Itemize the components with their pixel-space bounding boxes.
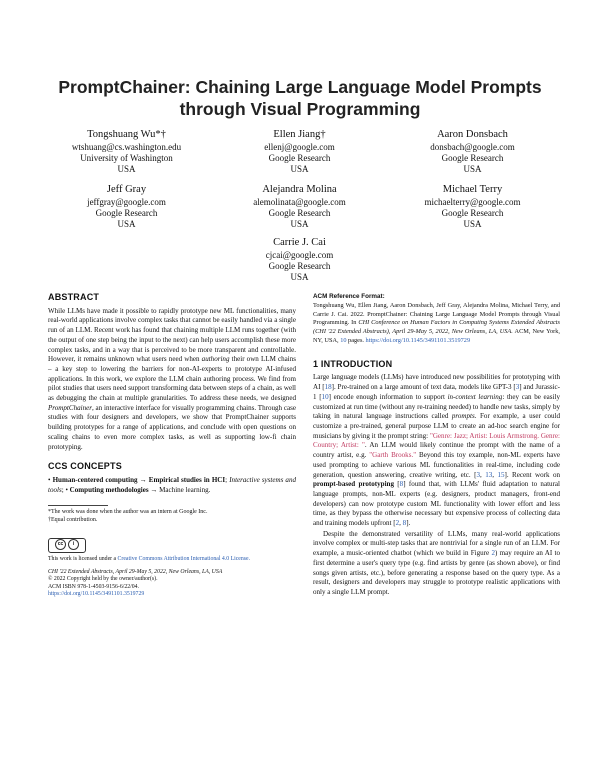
intro-heading: 1 INTRODUCTION [313,358,393,369]
ref-venue: CHI Conference on Human Factors in Computing Systems Extended Abstracts (CHI '22 Extended Abstracts), April 29-May 5, 2022, New Orleans, LA, USA. [313,319,560,336]
author-email: michaelterry@google.com [424,197,521,207]
ref-pages[interactable]: 10 [340,336,347,344]
right-column [313,293,560,598]
intro-text: Despite the demonstrated versatility of LLMs, many real-world applications involve complex or multi-step tasks that are nontrivial for a single run of an LLM. For example, a music-oriented chatbot (which we build in Figure [313,529,560,558]
author-email: ellenj@google.com [264,142,335,152]
author-card [213,236,386,282]
intro-text: ]. [406,519,411,528]
intro-text: Large language models (LLMs) have introduced new possibilities for prototyping with AI [ [313,373,560,392]
ref-text-1: Tongshuang Wu, Ellen Jiang, Aaron Donsbach, Jeff Gray, Alejandra Molina, Michael Terry, and Carrie J. Cai. 2022. PromptChainer: Chaining Large Language Model Prompts through Visual Programming. In [313,301,560,327]
license-text-1: This work is licensed under a [48,556,118,563]
title-line-1: PromptChainer: Chaining Large Language Model Prompts [58,77,542,97]
reference-format-heading: ACM Reference Format: [313,293,385,300]
copyright-line: © 2022 Copyright held by the owner/author(s). [48,576,158,583]
footnote-rule [48,505,108,506]
abstract-text [48,307,296,453]
author-name: Alejandra Molina [262,184,337,195]
author-country: USA [290,271,309,282]
author-email: alemolinata@google.com [253,197,346,207]
citation-link[interactable]: 3 [515,383,520,392]
author-email: jeffgray@google.com [87,197,166,207]
citation-link[interactable]: 8 [399,480,404,489]
author-country: USA [117,163,136,174]
left-column [48,293,296,598]
citation-link[interactable]: 13 [485,470,493,479]
ccs-sep: ; • [61,485,70,494]
author-email: donsbach@google.com [430,142,515,152]
intro-text: : they can be easily customized at run time (without any re-training needed) to handle new tasks, simply by taking in natural language instructions called [313,392,560,421]
author-org: Google Research [268,152,331,163]
ccs-sep: → Machine learning. [148,485,211,494]
author-card [213,183,386,229]
intro-text: ]. Recent work on [504,470,560,479]
author-card [40,128,213,174]
paper-title [40,76,560,120]
cc-icon: cc [55,539,66,550]
author-country: USA [290,218,309,229]
author-org: Google Research [441,207,504,218]
intro-text: . For example, a user could customize a pre-trained, general purpose LLM to create an ad-hoc search engine for musicians by giving it the prompt string: [313,412,561,440]
author-card [386,183,559,229]
author-email: cjcai@google.com [265,250,334,260]
intro-emphasis: in-context learning [447,392,503,401]
doi-link[interactable]: https://doi.org/10.1145/3491101.3519729 [48,590,145,597]
license-link[interactable]: Creative Commons Attribution International 4.0 License. [117,556,251,563]
conference-line: CHI '22 Extended Abstracts, April 29-May 5, 2022, New Orleans, LA, USA [48,568,223,575]
citation-link[interactable]: 3 [476,470,480,479]
intro-paragraph-1 [313,373,560,528]
abstract-text-1: While LLMs have made it possible to rapidly prototype new ML functionalities, many real-world applications involve complex tasks that cannot be easily handled via a single run of an LLM. Recent work has found that chaining multiple LLM runs together (with the output of one step being the input to the next) can help users accomplish these more complex tasks, and in a way that is perceived to be more transparent and controllable. However, it remains unknown what users need when [48,306,296,364]
citation-link[interactable]: 18 [324,383,332,392]
author-org: University of Washington [80,152,173,163]
citation-link[interactable]: 15 [497,470,505,479]
author-org: Google Research [95,207,158,218]
intro-sep: , [479,470,486,479]
ccs-heading: CCS CONCEPTS [48,461,122,472]
ref-doi-link[interactable]: https://doi.org/10.1145/3491101.3519729 [365,336,471,344]
intro-text: ]. Pre-trained on a large amount of text data, models like GPT-3 [ [331,383,516,392]
author-card [386,128,559,174]
abstract-heading: ABSTRACT [48,292,100,302]
ref-text-2: ACM, New York, NY, USA, [313,328,560,344]
prompt-example: "Garth Brooks." [369,451,417,460]
ccs-concept: Human-centered computing [52,475,138,484]
intro-text: ] and Jurassic-1 [ [313,383,560,401]
author-org: Google Research [441,152,504,163]
ccs-concept: Interactive systems and tools [48,475,297,494]
ccs-concept: Computing methodologies [69,485,149,494]
intro-text: ] found that, with LLMs' fluid adaptation to natural language prompts, non-ML experts (e.g. designers, product managers, front-end developers) can now prototype custom ML functionality with lower effort and less time, as they bypass the otherwise necessary but expensive process of collecting data and training models upfront [ [313,480,560,528]
abstract-text-3: , an interactive interface for visually programming chains. Through case studies with four designers and developers, we show that PromptChainer supports building prototypes for a range of applications, and conclude with open questions on scaling chains to even more complex tasks, as well as supporting low-fi chain prototyping. [48,403,296,451]
author-country: USA [463,218,482,229]
reference-format-text [313,302,560,346]
title-line-2: through Visual Programming [179,99,421,119]
ref-text-3: pages. [346,336,366,344]
citation-link[interactable]: 8 [402,519,407,528]
reference-format [313,293,560,346]
intro-sep: , [399,519,403,528]
ccs-concept: Empirical studies in HCI [148,475,226,484]
author-name: Jeff Gray [106,184,147,195]
author-name: Aaron Donsbach [437,129,508,140]
by-icon: i [68,539,79,550]
citation-link[interactable]: 10 [321,392,329,401]
abstract-text-2: their own LLM chains – a key step to lowering the barriers for non-AI-experts to prototype AI-infused applications. In this work, we explore the LLM chain authoring process. We find from pilot studies that users need support transforming data between steps of a chain, as well as debugging the chain at multiple granularities. To address these needs, we designed [48,355,296,403]
cc-license-badge [48,538,86,553]
intro-emphasis: prompts [451,412,475,421]
intro-text: . An LLM would likely continue the prompt with the name of a country artist, e.g. [313,441,561,460]
intro-bold: prompt-based prototyping [313,480,394,489]
author-org: Google Research [268,260,331,271]
author-name: Michael Terry [442,184,503,195]
intro-text: ) may require an AI to first determine a user's query type (e.g. find artists by genre (as shown above), or find songs given artists, etc.), before generating a response based on the query type. As a result, designers and developers may struggle to prototype realistic applications with only a single LLM prompt. [313,549,560,596]
intro-text: ] encode enough information to support [328,392,448,401]
footnote: *The work was done when the author was an intern at Google Inc. [48,509,208,516]
citation-link[interactable]: 2 [395,519,400,528]
author-org: Google Research [268,207,331,218]
intro-text: [ [393,480,400,489]
author-name: Tongshuang Wu*† [87,129,166,140]
author-country: USA [463,163,482,174]
ccs-arrow: → [137,475,149,484]
ccs-sep: ; [225,475,230,484]
intro-sep: , [492,470,498,479]
figure-link[interactable]: 2 [491,549,495,558]
intro-paragraph-2 [313,530,560,598]
abstract-emphasis: authoring [201,355,230,364]
author-country: USA [117,218,136,229]
author-name: Ellen Jiang† [273,129,326,140]
license-text [48,556,296,563]
abstract-emphasis: PromptChainer [48,403,92,412]
prompt-example: "Genre: Jazz; Artist: Louis Armstrong. Genre: Country; Artist: " [313,431,560,450]
footnote: †Equal contribution. [48,516,98,523]
author-card [213,128,386,174]
license-block [48,538,296,598]
isbn-line: ACM ISBN 978-1-4503-9156-6/22/04. [48,583,139,590]
author-country: USA [290,163,309,174]
intro-text: Beyond this toy example, non-ML experts have used prompting to achieve various ML functionalities in real-time, including code generation, question answering, creative writing, etc. [ [313,451,561,479]
ccs-text: • Human-centered computing → Empirical studies in HCI; Interactive systems and tools; • Computing methodologies → Machine learning. [48,475,297,494]
author-card [40,183,213,229]
author-name: Carrie J. Cai [273,237,326,248]
author-email: wtshuang@cs.washington.edu [71,142,182,152]
